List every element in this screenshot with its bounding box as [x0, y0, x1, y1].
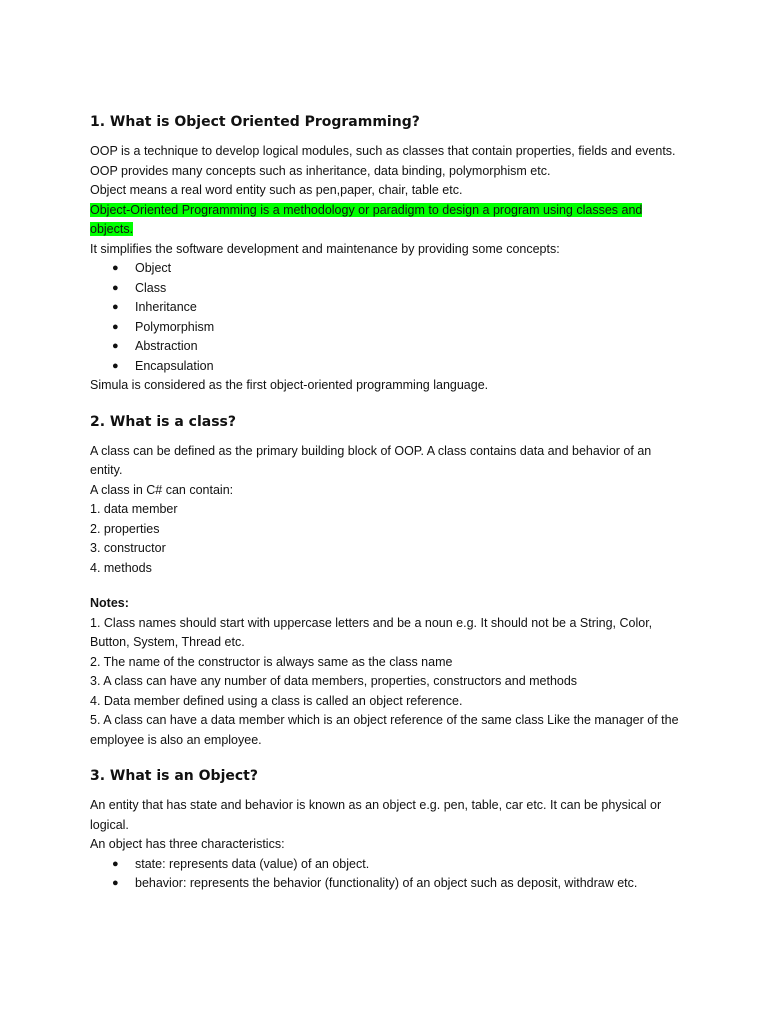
- highlight-text: objects.: [90, 222, 134, 236]
- list-item: ● Polymorphism: [90, 318, 690, 338]
- bullet-icon: ●: [112, 857, 119, 870]
- note-line: 4. Data member defined using a class is called an object reference.: [90, 693, 463, 708]
- list-item: ● behavior: represents the behavior (functionality) of an object such as deposit, withdraw etc.: [90, 874, 690, 894]
- paragraph: A class can be defined as the primary building block of OOP. A class contains data and behavior of an: [90, 443, 652, 458]
- section-title: 1. What is Object Oriented Programming?: [90, 114, 420, 130]
- list-item: ● Inheritance: [90, 298, 690, 318]
- section-title: 3. What is an Object?: [90, 768, 258, 784]
- list-item: ● Class: [90, 279, 690, 299]
- list-item: 1. data member: [90, 502, 178, 516]
- paragraph: Simula is considered as the first object-oriented programming language.: [90, 378, 489, 392]
- list-item: ● Object: [90, 259, 690, 279]
- section-class: [90, 408, 690, 751]
- highlighted-definition-cont: [90, 220, 690, 240]
- paragraph: Object means a real word entity such as pen,paper, chair, table etc.: [90, 183, 463, 197]
- paragraph: An object has three characteristics:: [90, 837, 285, 851]
- bullet-icon: ●: [112, 262, 119, 274]
- paragraph: OOP provides many concepts such as inheritance, data binding, polymorphism etc.: [90, 163, 551, 178]
- highlighted-definition: [90, 201, 690, 221]
- section-object: [90, 762, 690, 894]
- note-line: 3. A class can have any number of data members, properties, constructors and methods: [90, 674, 578, 688]
- concept-list: [90, 259, 690, 376]
- paragraph: logical.: [90, 817, 129, 832]
- paragraph: entity.: [90, 463, 123, 477]
- paragraph: OOP is a technique to develop logical modules, such as classes that contain properties, fields and events.: [90, 144, 676, 158]
- paragraph: A class in C# can contain:: [90, 482, 234, 497]
- list-item: ● Abstraction: [90, 337, 690, 357]
- list-item: 3. constructor: [90, 541, 166, 555]
- section-title: 2. What is a class?: [90, 413, 237, 430]
- notes-label: Notes:: [90, 596, 129, 610]
- section-oop: [90, 108, 690, 396]
- list-item: 2. properties: [90, 521, 160, 536]
- note-line: Button, System, Thread etc.: [90, 635, 245, 649]
- note-line: employee is also an employee.: [90, 732, 262, 747]
- highlight-text: Object-Oriented Programming is a methodology or paradigm to design a program using classes and: [90, 202, 643, 217]
- bullet-icon: ●: [112, 340, 119, 352]
- bullet-icon: ●: [112, 359, 119, 372]
- list-item: ● state: represents data (value) of an object.: [90, 855, 690, 875]
- note-line: 5. A class can have a data member which is an object reference of the same class Like the manager of the: [90, 713, 679, 727]
- bullet-icon: ●: [112, 281, 119, 294]
- document-page: [90, 108, 690, 894]
- note-line: 1. Class names should start with uppercase letters and be a noun e.g. It should not be a String, Color,: [90, 615, 653, 630]
- list-item: ● Encapsulation: [90, 357, 690, 377]
- note-line: 2. The name of the constructor is always same as the class name: [90, 654, 453, 669]
- bullet-icon: ●: [112, 877, 119, 889]
- paragraph: An entity that has state and behavior is known as an object e.g. pen, table, car etc. It can be physical or: [90, 798, 662, 812]
- list-item: 4. methods: [90, 560, 152, 575]
- bullet-icon: ●: [112, 301, 119, 313]
- bullet-icon: ●: [112, 320, 119, 333]
- paragraph: It simplifies the software development and maintenance by providing some concepts:: [90, 241, 560, 256]
- characteristics-list: [90, 855, 690, 894]
